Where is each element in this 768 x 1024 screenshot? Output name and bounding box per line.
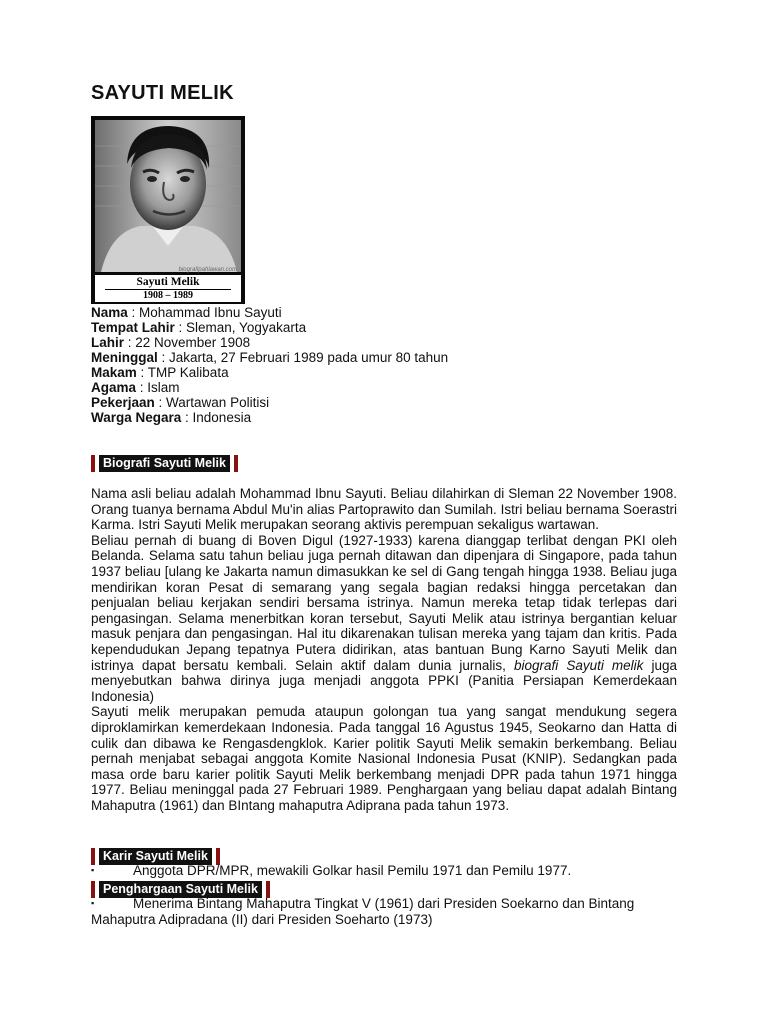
fact-value: : TMP Kalibata	[136, 365, 229, 380]
fact-row	[91, 410, 448, 425]
karir-list-item	[91, 863, 677, 879]
heading-accent-bar	[91, 455, 95, 472]
biography-paragraph	[91, 533, 677, 705]
fact-value: : Islam	[136, 380, 180, 395]
fact-row	[91, 365, 448, 380]
photo-caption-years: 1908 – 1989	[105, 289, 231, 301]
biography-paragraph: Sayuti melik merupakan pemuda ataupun golongan tua yang sangat mendukung segera diproklamirkan kemerdekaan Indonesia. Pada tanggal 16 Agustus 1945, Seokarno dan Hatta di culik dan dibawa ke Rengasdengklok. Karier politik Sayuti Melik semakin berkembang. Beliau pernah menjabat sebagai anggota Komite Nasional Indonesia Pusat (KNIP). Sedangkan pada masa orde baru karier politik Sayuti Melik berkembang menjadi DPR pada tahun 1971 hingga 1977. Beliau meninggal pada 27 Februari 1989. Penghargaan yang beliau dapat adalah Bintang Mahaputra (1961) dan BIntang mahaputra Adiprana pada tahun 1973.	[91, 704, 677, 813]
fact-label: Tempat Lahir	[91, 320, 175, 335]
fact-row	[91, 305, 448, 320]
fact-label: Pekerjaan	[91, 395, 155, 410]
biography-text	[91, 486, 677, 813]
section-heading-label: Karir Sayuti Melik	[99, 848, 212, 865]
fact-row	[91, 350, 448, 365]
bullet-icon: ▪	[91, 898, 95, 908]
photo-watermark: biografipahlawan.com	[178, 267, 237, 273]
page-title: SAYUTI MELIK	[91, 82, 234, 104]
biography-text-segment: juga menyebutkan bahwa dirinya juga menjadi anggota PPKI (Panitia Persiapan Kemerdekaan Indonesia)	[91, 657, 677, 704]
fact-value: : Mohammad Ibnu Sayuti	[127, 305, 282, 320]
biography-paragraph: Nama asli beliau adalah Mohammad Ibnu Sayuti. Beliau dilahirkan di Sleman 22 November 1908. Orang tuanya bernama Abdul Mu'in alias Partoprawito dan Sumilah. Istri beliau bernama Soerastri Karma. Istri Sayuti Melik merupakan seorang aktivis perempuan sekaligus wartawan.	[91, 486, 677, 533]
fact-value: : 22 November 1908	[124, 335, 251, 350]
fact-label: Makam	[91, 365, 137, 380]
biography-text-segment: Beliau pernah di buang di Boven Digul (1927-1933) karena dianggap terlibat dengan PKI oleh Belanda. Selama satu tahun beliau juga pernah ditawan dan dipenjara di Singapore, pada tahun 1937 beliau [ulang ke Jakarta namun dimasukkan ke sel di Gang tengah hingga 1938. Beliau juga mendirikan koran Pesat di semarang yang segala bagian redaksi hingga percetakan dan penjualan beliau kerjakan sendiri bersama istrinya. Namun mereka tetap tidak terlepas dari pengasingan. Selama menerbitkan koran tersebut, Sayuti Melik atau istrinya bergantian keluar masuk penjara dan pengasingan. Hal itu dikarenakan tulisan mereka yang tajam dan kritis. Pada kependudukan Jepang tepatnya Putera didirikan, atas bantuan Bung Karno Sayuti Melik dan istrinya dapat bersatu kembali. Selain aktif dalam dunia jurnalis,	[91, 532, 677, 673]
bullet-icon: ▪	[91, 865, 95, 875]
photo-caption-name: Sayuti Melik	[136, 276, 200, 288]
fact-label: Meninggal	[91, 350, 158, 365]
fact-row	[91, 320, 448, 335]
fact-value: : Jakarta, 27 Februari 1989 pada umur 80 tahun	[157, 350, 449, 365]
fact-label: Nama	[91, 305, 128, 320]
fact-label: Agama	[91, 380, 137, 395]
fact-value: : Wartawan Politisi	[154, 395, 270, 410]
fact-row	[91, 395, 448, 410]
portrait-photo	[91, 116, 245, 304]
section-heading-biografi	[91, 455, 238, 472]
penghargaan-list-item	[91, 896, 677, 927]
fact-list	[91, 305, 448, 425]
fact-value: : Sleman, Yogyakarta	[174, 320, 307, 335]
fact-label: Lahir	[91, 335, 125, 350]
fact-label: Warga Negara	[91, 410, 182, 425]
biography-italic-phrase: biografi Sayuti melik	[513, 657, 644, 673]
fact-row	[91, 335, 448, 350]
heading-accent-bar	[234, 455, 238, 472]
karir-item-text: Anggota DPR/MPR, mewakili Golkar hasil Pemilu 1971 dan Pemilu 1977.	[133, 863, 572, 878]
fact-row	[91, 380, 448, 395]
section-heading-label: Biografi Sayuti Melik	[99, 455, 230, 472]
section-heading-label: Penghargaan Sayuti Melik	[99, 881, 262, 898]
fact-value: : Indonesia	[181, 410, 252, 425]
photo-caption	[95, 275, 241, 302]
penghargaan-item-text: Menerima Bintang Mahaputra Tingkat V (1961) dari Presiden Soekarno dan Bintang Mahaputra Adipradana (II) dari Presiden Soeharto (1973)	[91, 896, 635, 927]
